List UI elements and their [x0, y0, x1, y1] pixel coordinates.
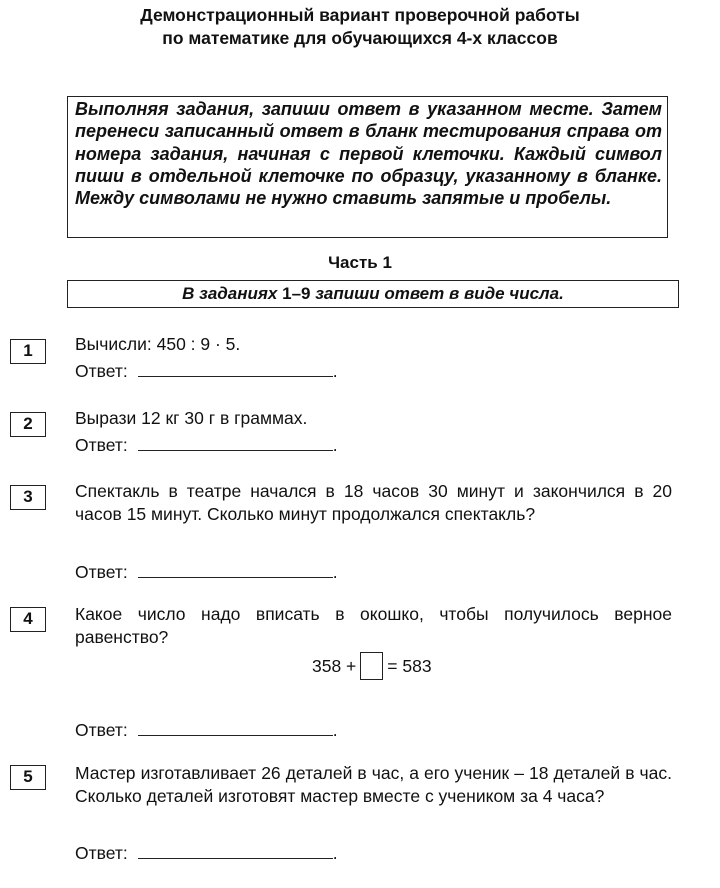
answer-line[interactable] — [138, 360, 333, 377]
task-number-2: 2 — [10, 412, 46, 437]
answer-label: Ответ: — [75, 435, 128, 455]
part-title: Часть 1 — [328, 253, 392, 272]
part-instruction-box — [67, 280, 679, 308]
answer-end: . — [332, 720, 338, 740]
answer-line[interactable] — [138, 561, 333, 578]
answer-end: . — [332, 562, 338, 582]
answer-3 — [75, 561, 338, 583]
answer-end: . — [332, 361, 338, 381]
part-instruction-suffix: запиши ответ в виде числа. — [310, 284, 564, 303]
answer-1 — [75, 360, 338, 382]
task-number-5: 5 — [10, 765, 46, 790]
answer-4 — [75, 719, 338, 741]
title-line-1: Демонстрационный вариант проверочной работы — [140, 5, 580, 25]
task-text-1: Вычисли: 450 : 9 · 5. — [75, 334, 241, 354]
answer-label: Ответ: — [75, 843, 128, 863]
equation-left: 358 + — [312, 656, 357, 676]
task-text-5: Мастер изготавливает 26 деталей в час, а его ученик – 18 деталей в час. Сколько деталей изготовят мастер вместе с учеником за 4 часа? — [75, 763, 672, 806]
answer-2 — [75, 434, 338, 456]
answer-line[interactable] — [138, 719, 333, 736]
answer-end: . — [332, 843, 338, 863]
task-number-4: 4 — [10, 607, 46, 632]
answer-line[interactable] — [138, 842, 333, 859]
part-instruction-range: 1–9 — [282, 284, 311, 303]
part-instruction-prefix: В заданиях — [182, 284, 283, 303]
answer-label: Ответ: — [75, 720, 128, 740]
task-text-3: Спектакль в театре начался в 18 часов 30 минут и закончился в 20 часов 15 минут. Сколько минут продолжался спектакль? — [75, 481, 672, 524]
document-title — [0, 4, 720, 50]
task-number-1: 1 — [10, 339, 46, 364]
task-text-4: Какое число надо вписать в окошко, чтобы получилось верное равенство? — [75, 604, 672, 647]
answer-end: . — [332, 435, 338, 455]
title-line-2: по математике для обучающихся 4-х классов — [162, 28, 558, 48]
answer-5 — [75, 842, 338, 864]
task-text-2: Вырази 12 кг 30 г в граммах. — [75, 408, 308, 428]
task-number-3: 3 — [10, 485, 46, 510]
answer-label: Ответ: — [75, 562, 128, 582]
answer-label: Ответ: — [75, 361, 128, 381]
equation-right: = 583 — [387, 656, 432, 676]
answer-line[interactable] — [138, 434, 333, 451]
equation-answer-box[interactable] — [360, 652, 383, 680]
instructions-box: Выполняя задания, запиши ответ в указанном месте. Затем перенеси записанный ответ в бланк тестирования справа от номера задания, начиная с первой клеточки. Каждый символ пиши в отдельной клеточке по образцу, указанному в бланке. Между символами не нужно ставить запятые и пробелы. — [67, 96, 668, 238]
equation — [312, 651, 432, 681]
